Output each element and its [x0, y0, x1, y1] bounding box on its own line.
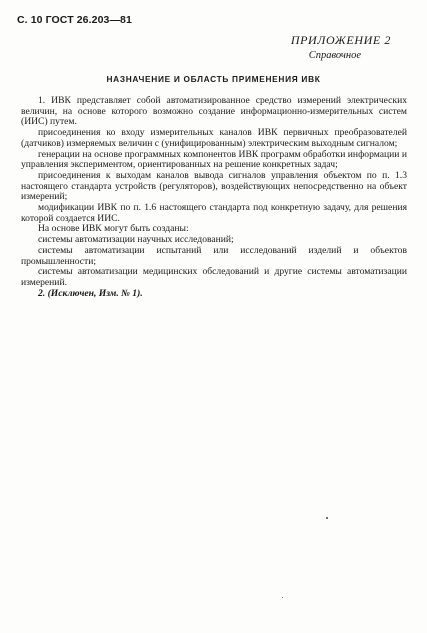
paragraph-1: 1. ИВК представляет собой автоматизированное средство измерений электрических величин, на основе которого возможно создание информационно-измерительных систем (ИИС) путем.: [21, 95, 407, 128]
paragraph-6: На основе ИВК могут быть созданы:: [38, 223, 189, 235]
paragraph-4: присоединения к выходам каналов вывода сигналов управления объектом по п. 1.3 настоящего стандарта устройств (регуляторов), воздействующих непосредственно на объект измерений;: [21, 169, 407, 203]
paragraph-final: 2. (Исключен, Изм. № 1).: [38, 287, 143, 299]
paragraph-7: системы автоматизации научных исследований;: [38, 234, 234, 246]
appendix-note: Справочное: [308, 50, 361, 61]
appendix-title: ПРИЛОЖЕНИЕ 2: [290, 33, 391, 47]
section-title: НАЗНАЧЕНИЕ И ОБЛАСТЬ ПРИМЕНЕНИЯ ИВК: [106, 74, 321, 84]
scan-speck: [326, 517, 328, 519]
paragraph-3: генерации на основе программных компонентов ИВК программ обработки информации и управления экспериментом, ориентированных на решение конкретных задач;: [21, 148, 407, 171]
body-text: [21, 96, 407, 299]
paragraph-9: системы автоматизации медицинских обследований и другие системы автоматизации измерений.: [21, 266, 407, 288]
page-header: С. 10 ГОСТ 26.203—81: [17, 14, 132, 26]
paragraph-5: модификации ИВК по п. 1.6 настоящего стандарта под конкретную задачу, для решения которой создается ИИС.: [21, 202, 407, 224]
paragraph-2: присоединения ко входу измерительных каналов ИВК первичных преобразователей (датчиков) измеряемых величин с (унифицированным) электрическим выходным сигналом;: [21, 127, 407, 149]
paragraph-8: системы автоматизации испытаний или исследований изделий и объектов промышленности;: [21, 244, 407, 267]
scan-speck: [282, 597, 283, 598]
